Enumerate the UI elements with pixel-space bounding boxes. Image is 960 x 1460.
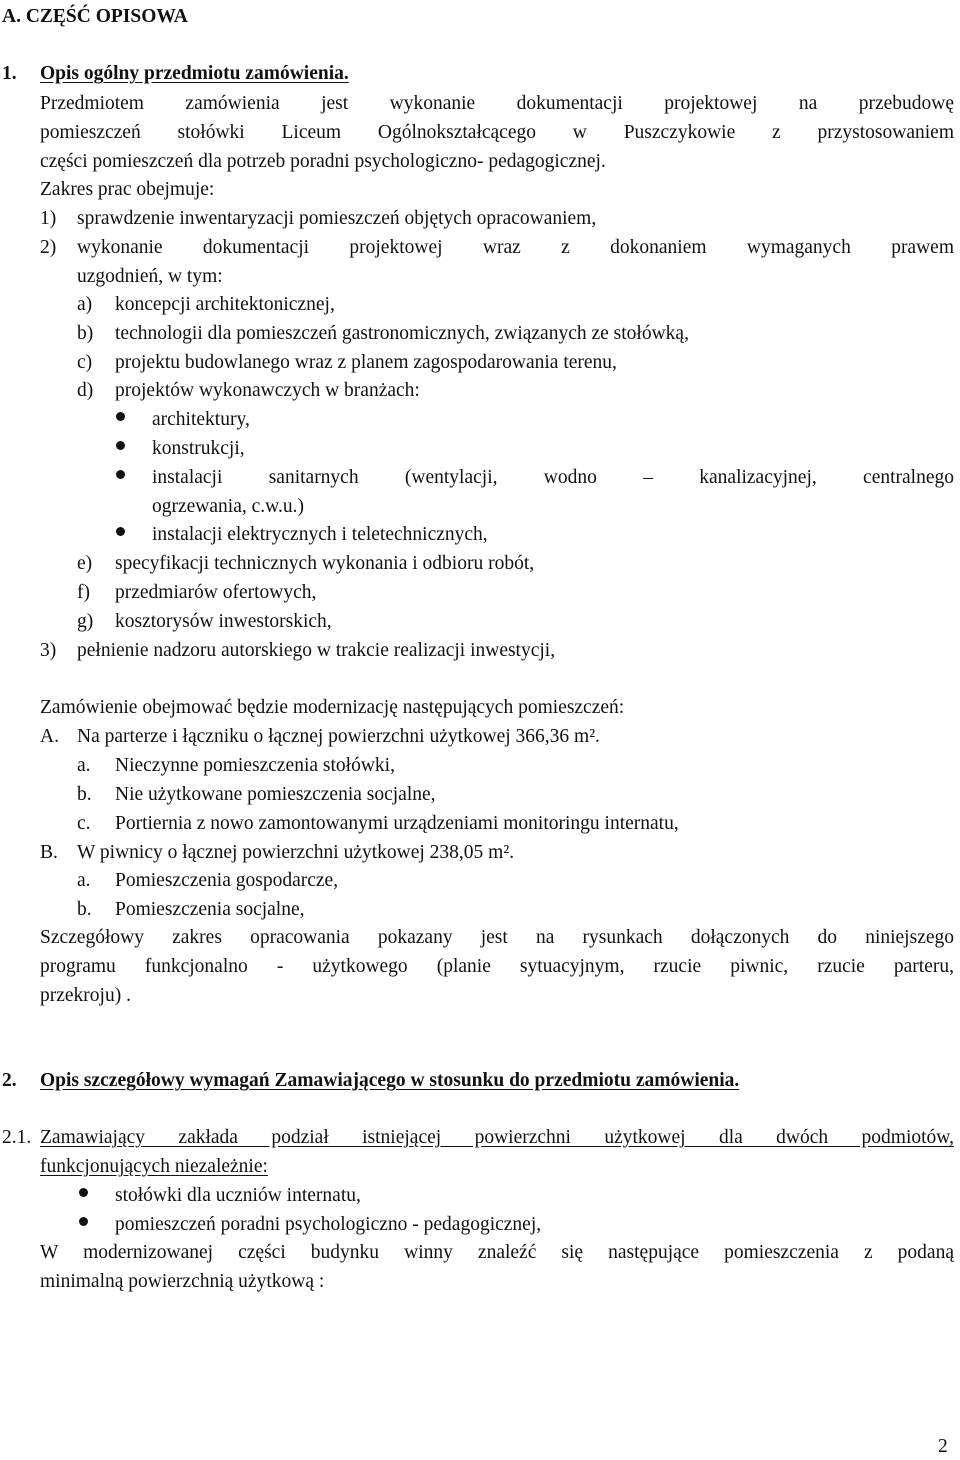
branch-sanitary-line-1: instalacji sanitarnych (wentylacji, wodno – kanalizacyjnej, centralnego (152, 467, 954, 488)
page-number: 2 (938, 1436, 948, 1457)
area-B-b-letter: b. (77, 899, 92, 920)
sub-item-d-letter: d) (77, 380, 94, 401)
area-B-label: B. (40, 842, 58, 863)
scope-label: Zakres prac obejmuje: (40, 179, 215, 200)
sub-item-d: projektów wykonawczych w branżach: (115, 380, 420, 401)
area-A-c-letter: c. (77, 813, 91, 834)
intro-line-3: części pomieszczeń dla potrzeb poradni psychologiczno- pedagogicznej. (40, 151, 606, 172)
sub-item-a: koncepcji architektonicznej, (115, 294, 335, 315)
rooms-line-2: minimalną powierzchnią użytkową : (40, 1271, 325, 1292)
subsection-2-1-line-1: Zamawiający zakłada podział istniejącej powierzchni użytkowej dla dwóch podmiotów, (40, 1127, 954, 1148)
bullet-icon (79, 1188, 88, 1197)
sub-item-c-letter: c) (77, 352, 93, 373)
rooms-line-1: W modernizowanej części budynku winny znaleźć się następujące pomieszczenia z podaną (40, 1242, 954, 1263)
entity-canteen: stołówki dla uczniów internatu, (115, 1185, 361, 1206)
scope-item-3: pełnienie nadzoru autorskiego w trakcie realizacji inwestycji, (77, 640, 556, 661)
area-A-label: A. (40, 726, 59, 747)
bullet-icon (116, 441, 125, 450)
document-heading: A. CZĘŚĆ OPISOWA (2, 6, 188, 27)
entity-counseling: pomieszczeń poradni psychologiczno - pedagogicznej, (115, 1214, 542, 1235)
area-B-a: Pomieszczenia gospodarcze, (115, 870, 339, 891)
area-A-a: Nieczynne pomieszczenia stołówki, (115, 755, 395, 776)
bullet-icon (116, 412, 125, 421)
bullet-icon (79, 1217, 88, 1226)
bullet-icon (116, 527, 125, 536)
area-A-a-letter: a. (77, 755, 91, 776)
scope-item-2-line-2: uzgodnień, w tym: (77, 266, 223, 287)
sub-item-g-letter: g) (77, 611, 94, 632)
bullet-icon (116, 470, 125, 479)
sub-item-f-letter: f) (77, 582, 90, 603)
section-2-number: 2. (2, 1070, 17, 1091)
scope-item-1: sprawdzenie inwentaryzacji pomieszczeń objętych opracowaniem, (77, 208, 597, 229)
scope-item-2-number: 2) (40, 237, 57, 258)
detail-line-2: programu funkcjonalno - użytkowego (planie sytuacyjnym, rzucie piwnic, rzucie parteru, (40, 956, 954, 977)
branch-architecture: architektury, (152, 409, 250, 430)
sub-item-b: technologii dla pomieszczeń gastronomicznych, związanych ze stołówką, (115, 323, 689, 344)
sub-item-f: przedmiarów ofertowych, (115, 582, 317, 603)
area-A: Na parterze i łączniku o łącznej powierzchni użytkowej 366,36 m². (77, 726, 600, 747)
subsection-2-1-line-2: funkcjonujących niezależnie: (40, 1156, 268, 1177)
detail-line-3: przekroju) . (40, 985, 131, 1006)
sub-item-e-letter: e) (77, 553, 93, 574)
area-B: W piwnicy o łącznej powierzchni użytkowej 238,05 m². (77, 842, 515, 863)
sub-item-c: projektu budowlanego wraz z planem zagospodarowania terenu, (115, 352, 617, 373)
scope-item-2-line-1: wykonanie dokumentacji projektowej wraz z dokonaniem wymaganych prawem (77, 237, 954, 258)
scope-item-3-number: 3) (40, 640, 57, 661)
intro-line-2: pomieszczeń stołówki Liceum Ogólnokształcącego w Puszczykowie z przystosowaniem (40, 122, 954, 143)
scope-item-1-number: 1) (40, 208, 57, 229)
branch-electrical: instalacji elektrycznych i teletechnicznych, (152, 524, 488, 545)
area-B-a-letter: a. (77, 870, 91, 891)
area-B-b: Pomieszczenia socjalne, (115, 899, 305, 920)
detail-line-1: Szczegółowy zakres opracowania pokazany jest na rysunkach dołączonych do niniejszego (40, 927, 954, 948)
intro-line-1: Przedmiotem zamówienia jest wykonanie dokumentacji projektowej na przebudowę (40, 93, 954, 114)
sub-item-b-letter: b) (77, 323, 94, 344)
sub-item-g: kosztorysów inwestorskich, (115, 611, 332, 632)
modernization-intro: Zamówienie obejmować będzie modernizację następujących pomieszczeń: (40, 697, 625, 718)
subsection-2-1-number: 2.1. (2, 1127, 32, 1148)
area-A-b: Nie użytkowane pomieszczenia socjalne, (115, 784, 436, 805)
sub-item-e: specyfikacji technicznych wykonania i odbioru robót, (115, 553, 535, 574)
branch-sanitary-line-2: ogrzewania, c.w.u.) (152, 496, 304, 517)
branch-construction: konstrukcji, (152, 438, 245, 459)
section-1-title: Opis ogólny przedmiotu zamówienia. (40, 63, 349, 84)
section-1-number: 1. (2, 63, 17, 84)
area-A-b-letter: b. (77, 784, 92, 805)
sub-item-a-letter: a) (77, 294, 93, 315)
section-2-title: Opis szczegółowy wymagań Zamawiającego w stosunku do przedmiotu zamówienia. (40, 1070, 740, 1091)
area-A-c: Portiernia z nowo zamontowanymi urządzeniami monitoringu internatu, (115, 813, 679, 834)
